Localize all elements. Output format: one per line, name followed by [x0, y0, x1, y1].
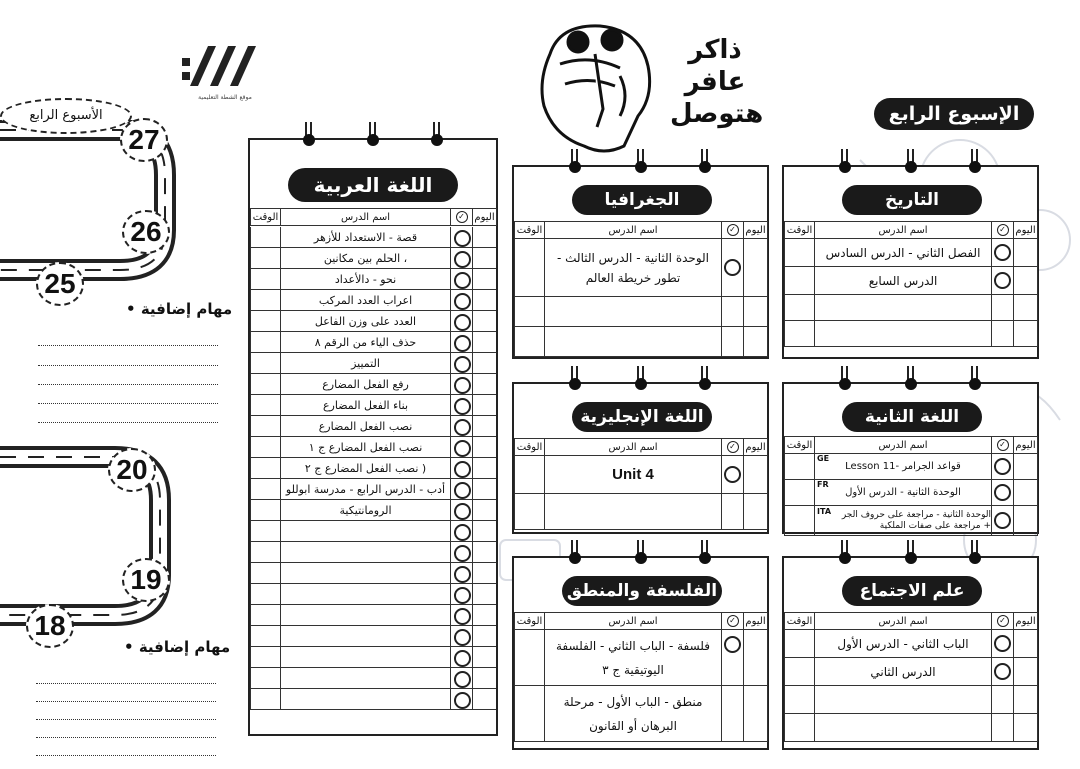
slogan-line-3: هتوصل	[670, 99, 764, 129]
lesson-name: التمييز	[280, 353, 450, 373]
check-header-icon: ✓	[451, 209, 473, 226]
lesson-checkbox[interactable]	[454, 461, 471, 478]
card-title: علم الاجتماع	[842, 576, 982, 606]
lesson-name: الفصل الثاني - الدرس السادس	[815, 239, 992, 267]
card-title: اللغة العربية	[288, 168, 458, 202]
lesson-name: ( نصب الفعل المضارع ج ٢	[280, 458, 450, 478]
task-line[interactable]	[36, 701, 216, 702]
col-lesson: اسم الدرس	[545, 439, 722, 456]
lesson-checkbox[interactable]	[454, 356, 471, 373]
task-line[interactable]	[38, 403, 218, 404]
table-row	[250, 269, 496, 290]
col-lesson: اسم الدرس	[545, 613, 722, 630]
lesson-checkbox[interactable]	[454, 692, 471, 709]
col-lesson: اسم الدرس	[815, 437, 992, 454]
card-arabic	[248, 138, 498, 736]
day-25: 25	[36, 262, 84, 306]
second-language-table	[784, 436, 1038, 536]
bullet-icon: •	[124, 638, 134, 656]
language-code: FR	[817, 480, 829, 489]
lesson-checkbox[interactable]	[454, 608, 471, 625]
lesson-cell	[815, 506, 992, 536]
table-row	[250, 332, 496, 353]
sociology-table	[784, 612, 1038, 742]
task-line[interactable]	[38, 384, 218, 385]
history-table	[784, 221, 1038, 347]
lesson-checkbox[interactable]	[454, 398, 471, 415]
lesson-checkbox[interactable]	[994, 484, 1011, 501]
lesson-checkbox[interactable]	[454, 251, 471, 268]
table-row	[250, 437, 496, 458]
day-26: 26	[122, 210, 170, 254]
col-time: الوقت	[785, 222, 815, 239]
lesson-name: الوحدة الثانية - مراجعة على حروف الجر + مراجعة على صفات الملكية	[841, 509, 991, 531]
lesson-checkbox[interactable]	[454, 419, 471, 436]
day-19: 19	[122, 558, 170, 602]
col-lesson: اسم الدرس	[815, 613, 992, 630]
logo-mark-icon	[180, 42, 270, 90]
table-row	[250, 668, 496, 689]
lesson-name: حذف الياء من الرقم ٨	[280, 332, 450, 352]
card-geography	[512, 165, 769, 359]
binder-rings	[250, 122, 496, 152]
col-lesson: اسم الدرس	[281, 209, 451, 226]
lesson-name: قصة - الاستعداد للأزهر	[280, 227, 450, 247]
lesson-checkbox[interactable]	[454, 671, 471, 688]
card-title: التاريخ	[842, 185, 982, 215]
card-english	[512, 382, 769, 534]
slogan	[670, 34, 764, 130]
lesson-name: الرومانتيكية	[280, 500, 450, 520]
lesson-name: Unit 4	[545, 456, 722, 494]
col-day: اليوم	[1014, 613, 1038, 630]
binder-rings	[784, 540, 1037, 570]
philosophy-table	[514, 612, 768, 742]
table-row	[250, 626, 496, 647]
card-title: اللغة الثانية	[842, 402, 982, 432]
lesson-checkbox[interactable]	[724, 259, 741, 276]
lesson-name: رفع الفعل المضارع	[280, 374, 450, 394]
lesson-checkbox[interactable]	[994, 512, 1011, 529]
lesson-checkbox[interactable]	[454, 587, 471, 604]
lesson-name: قواعد الجرامر -Lesson 11	[845, 461, 961, 472]
lesson-checkbox[interactable]	[454, 293, 471, 310]
lesson-name: منطق - الباب الأول - مرحلة البرهان أو القانون	[545, 686, 722, 742]
col-day: اليوم	[744, 222, 768, 239]
lesson-name: بناء الفعل المضارع	[280, 395, 450, 415]
arabic-schedule-table	[250, 208, 497, 226]
site-logo	[180, 42, 270, 101]
lesson-name: الباب الثاني - الدرس الأول	[815, 630, 992, 658]
lesson-checkbox[interactable]	[994, 272, 1011, 289]
day-20: 20	[108, 448, 156, 492]
card-title: اللغة الإنجليزية	[572, 402, 712, 432]
lesson-checkbox[interactable]	[454, 650, 471, 667]
lesson-name: الدرس السابع	[815, 267, 992, 295]
day-18: 18	[26, 604, 74, 648]
card-history	[782, 165, 1039, 359]
col-day: اليوم	[744, 439, 768, 456]
bullet-icon: •	[126, 300, 136, 318]
slogan-line-2: عافر	[684, 67, 746, 97]
english-table	[514, 438, 768, 530]
col-time: الوقت	[515, 222, 545, 239]
table-row	[250, 458, 496, 479]
task-line[interactable]	[38, 422, 218, 423]
extra-tasks-label-1: مهام إضافية •	[126, 300, 233, 318]
lesson-checkbox[interactable]	[454, 545, 471, 562]
logo-caption: موقع الشطة التعليمية	[198, 94, 252, 101]
lesson-checkbox[interactable]	[994, 244, 1011, 261]
lesson-checkbox[interactable]	[724, 636, 741, 653]
col-time: الوقت	[515, 613, 545, 630]
lesson-cell	[815, 480, 992, 506]
col-time: الوقت	[785, 437, 815, 454]
table-row	[250, 416, 496, 437]
lesson-checkbox[interactable]	[454, 335, 471, 352]
table-row	[250, 584, 496, 605]
table-row	[250, 248, 496, 269]
lesson-name: الوحدة الثانية - الدرس الأول	[845, 487, 961, 498]
lesson-checkbox[interactable]	[454, 440, 471, 457]
table-row	[250, 563, 496, 584]
language-code: ITA	[817, 507, 832, 516]
lesson-checkbox[interactable]	[724, 466, 741, 483]
table-row	[250, 647, 496, 668]
task-line[interactable]	[38, 365, 218, 366]
lesson-checkbox[interactable]	[454, 314, 471, 331]
lesson-checkbox[interactable]	[994, 663, 1011, 680]
table-row	[250, 353, 496, 374]
binder-rings	[514, 540, 767, 570]
lesson-name: العدد على وزن الفاعل	[280, 311, 450, 331]
col-day: اليوم	[1014, 222, 1038, 239]
col-day: اليوم	[744, 613, 768, 630]
lesson-name: ، الحلم بين مكانين	[280, 248, 450, 268]
col-time: الوقت	[785, 613, 815, 630]
lesson-checkbox[interactable]	[454, 524, 471, 541]
check-header-icon: ✓	[722, 613, 744, 630]
col-time: الوقت	[515, 439, 545, 456]
extra-tasks-label-2: مهام إضافية •	[124, 638, 231, 656]
lesson-name: الوحدة الثانية - الدرس الثالث - تطور خريطة العالم	[545, 239, 722, 297]
week-label-ellipse: الأسبوع الرابع	[0, 98, 132, 134]
task-line[interactable]	[36, 755, 216, 756]
card-sociology	[782, 556, 1039, 750]
table-row	[250, 605, 496, 626]
lesson-checkbox[interactable]	[454, 482, 471, 499]
week-title-banner: الإسبوع الرابع	[874, 98, 1034, 130]
slogan-line-1: ذاكر	[688, 35, 742, 65]
lesson-checkbox[interactable]	[994, 635, 1011, 652]
task-line[interactable]	[36, 719, 216, 720]
lesson-name: الدرس الثاني	[815, 658, 992, 686]
binder-rings	[514, 366, 767, 396]
table-row	[250, 395, 496, 416]
table-row	[250, 374, 496, 395]
table-row	[250, 479, 496, 500]
lesson-name: أدب - الدرس الرابع - مدرسة ابوللو	[280, 479, 450, 499]
card-philosophy	[512, 556, 769, 750]
lesson-checkbox[interactable]	[454, 377, 471, 394]
language-code: GE	[817, 454, 830, 463]
lesson-checkbox[interactable]	[994, 458, 1011, 475]
col-day: اليوم	[1014, 437, 1038, 454]
geography-table	[514, 221, 768, 357]
lesson-cell	[815, 454, 992, 480]
check-header-icon: ✓	[722, 222, 744, 239]
task-line[interactable]	[38, 345, 218, 346]
binder-rings	[514, 149, 767, 179]
check-header-icon: ✓	[722, 439, 744, 456]
lesson-checkbox[interactable]	[454, 230, 471, 247]
check-header-icon: ✓	[992, 437, 1014, 454]
check-header-icon: ✓	[992, 222, 1014, 239]
lesson-name: نصب الفعل المضارع ج ١	[280, 437, 450, 457]
pointing-hand-illustration	[520, 14, 660, 154]
binder-rings	[784, 149, 1037, 179]
check-header-icon: ✓	[992, 613, 1014, 630]
table-row	[250, 542, 496, 563]
lesson-name: اعراب العدد المركب	[280, 290, 450, 310]
lesson-name: فلسفة - الباب الثاني - الفلسفة اليوتيقية ج ٣	[545, 630, 722, 686]
table-row	[250, 227, 496, 248]
table-row	[250, 500, 496, 521]
lesson-checkbox[interactable]	[454, 629, 471, 646]
table-row	[250, 290, 496, 311]
task-line[interactable]	[36, 683, 216, 684]
day-27: 27	[120, 118, 168, 162]
card-title: الجغرافيا	[572, 185, 712, 215]
lesson-checkbox[interactable]	[454, 272, 471, 289]
lesson-name: نحو - دالأعداد	[280, 269, 450, 289]
binder-rings	[784, 366, 1037, 396]
col-lesson: اسم الدرس	[545, 222, 722, 239]
col-lesson: اسم الدرس	[815, 222, 992, 239]
table-row	[250, 521, 496, 542]
lesson-checkbox[interactable]	[454, 503, 471, 520]
lesson-checkbox[interactable]	[454, 566, 471, 583]
col-day: اليوم	[473, 209, 497, 226]
card-second-language	[782, 382, 1039, 534]
task-line[interactable]	[36, 737, 216, 738]
lesson-name: نصب الفعل المضارع	[280, 416, 450, 436]
table-row	[250, 311, 496, 332]
card-title: الفلسفة والمنطق	[562, 576, 722, 606]
col-time: الوقت	[251, 209, 281, 226]
table-row	[250, 689, 496, 710]
